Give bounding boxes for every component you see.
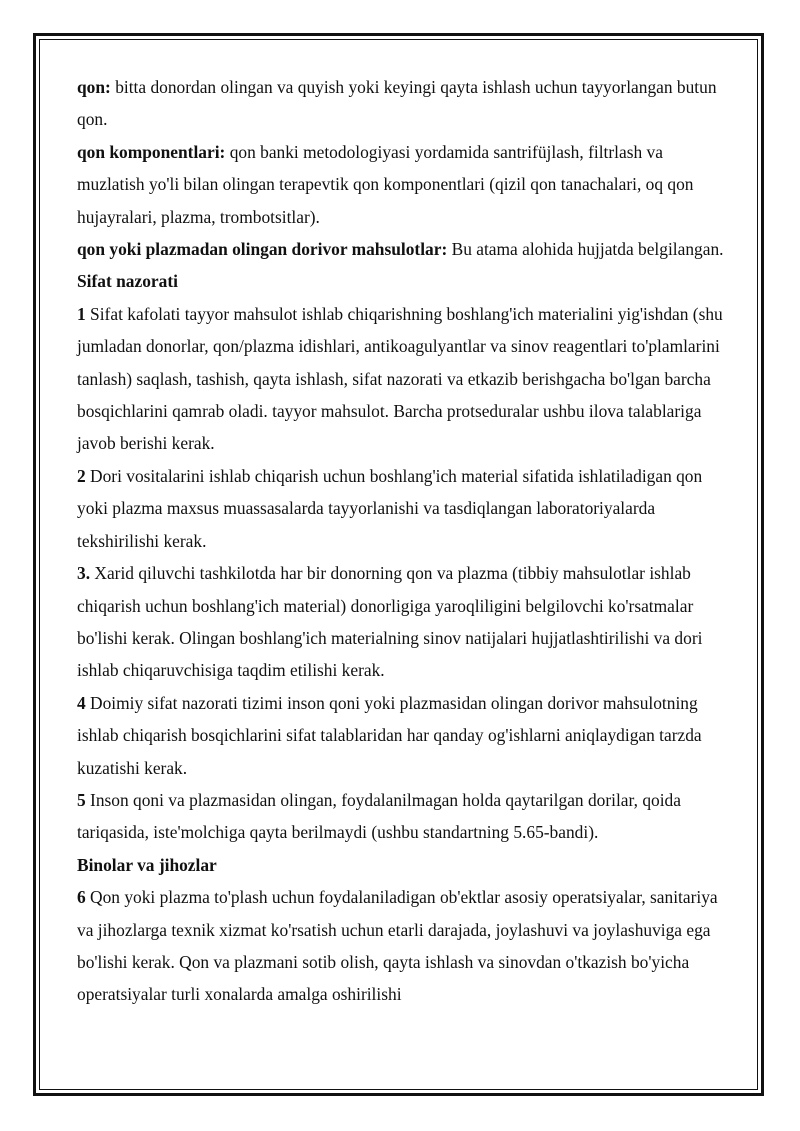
paragraph-number: 4: [77, 692, 86, 713]
definition-text: Bu atama alohida hujjatda belgilangan.: [447, 239, 724, 260]
paragraph-4: [77, 687, 725, 784]
paragraph-number: 6: [77, 887, 86, 908]
section-heading-premises-equipment: Binolar va jihozlar: [77, 854, 217, 875]
paragraph-number: 2: [77, 465, 86, 486]
definition-text: qon banki metodologiyasi yordamida santrifüjlash, filtrlash va muzlatish yo'li bilan olingan terapevtik qon komponentlari (qizil qon tanachalari, oq qon hujayralari, plazma, trombotsitlar).: [77, 141, 694, 227]
paragraph-text: Qon yoki plazma to'plash uchun foydalaniladigan ob'ektlar asosiy operatsiyalar, sanitariya va jihozlarga texnik xizmat ko'rsatish uchun etarli darajada, joylashuvi va joylashuviga ega bo'lishi kerak. Qon va plazmani sotib olish, qayta ishlash va sinovdan o'tkazish bo'yicha operatsiyalar turli xonalarda amalga oshirilishi: [77, 887, 718, 1005]
paragraph-text: Inson qoni va plazmasidan olingan, foydalanilmagan holda qaytarilgan dorilar, qoida tariqasida, iste'molchiga qayta berilmaydi (ushbu standartning 5.65-bandi).: [77, 789, 681, 843]
paragraph-number: 3.: [77, 563, 91, 584]
paragraph-text: Dori vositalarini ishlab chiqarish uchun boshlang'ich material sifatida ishlatiladigan qon yoki plazma maxsus muassasalarda tayyorlanishi va tasdiqlangan laboratoriyalarda tekshirilishi kerak.: [77, 465, 703, 551]
paragraph-text: Sifat kafolati tayyor mahsulot ishlab chiqarishning boshlang'ich materialini yig'ishdan (shu jumladan donorlar, qon/plazma idishlari, antikoagulyantlar va sinov reagentlari to'plamlarini tanlash) saqlash, tashish, qayta ishlash, sifat nazorati va etkazib berishgacha bo'lgan barcha bosqichlarini qamrab oladi. tayyor mahsulot. Barcha protseduralar ushbu ilova talablariga javob berishi kerak.: [77, 303, 723, 454]
paragraph-1: [77, 298, 725, 460]
definition-medicinal-products: [77, 233, 725, 265]
paragraph-text: Doimiy sifat nazorati tizimi inson qoni yoki plazmasidan olingan dorivor mahsulotning ishlab chiqarish bosqichlarini sifat talablaridan har qanday og'ishlarni aniqlaydigan tarzda kuzatishi kerak.: [77, 692, 702, 778]
paragraph-2: [77, 460, 725, 557]
definition-term: qon:: [77, 77, 111, 97]
definition-term: qon yoki plazmadan olingan dorivor mahsulotlar:: [77, 239, 448, 260]
paragraph-number: 5: [77, 789, 86, 810]
paragraph-number: 1: [77, 303, 86, 324]
paragraph-text: Xarid qiluvchi tashkilotda har bir donorning qon va plazma (tibbiy mahsulotlar ishlab chiqarish uchun boshlang'ich material) donorligiga yaroqliligini belgilovchi ko'rsatmalar bo'lishi kerak. Olingan boshlang'ich materialning sinov natijalari hujjatlashtirilishi va dori ishlab chiqaruvchisiga taqdim etilishi kerak.: [77, 563, 703, 681]
section-heading-quality-control: Sifat nazorati: [77, 271, 178, 292]
paragraph-5: [77, 784, 725, 849]
paragraph-6: [77, 881, 725, 1011]
definition-blood: [77, 71, 725, 136]
definition-text: bitta donordan olingan va quyish yoki keyingi qayta ishlash uchun tayyorlangan butun qon.: [77, 77, 717, 130]
definition-blood-components: [77, 136, 725, 233]
definition-term: qon komponentlari:: [77, 141, 226, 162]
document-body: [77, 71, 725, 1011]
paragraph-3: [77, 557, 725, 687]
